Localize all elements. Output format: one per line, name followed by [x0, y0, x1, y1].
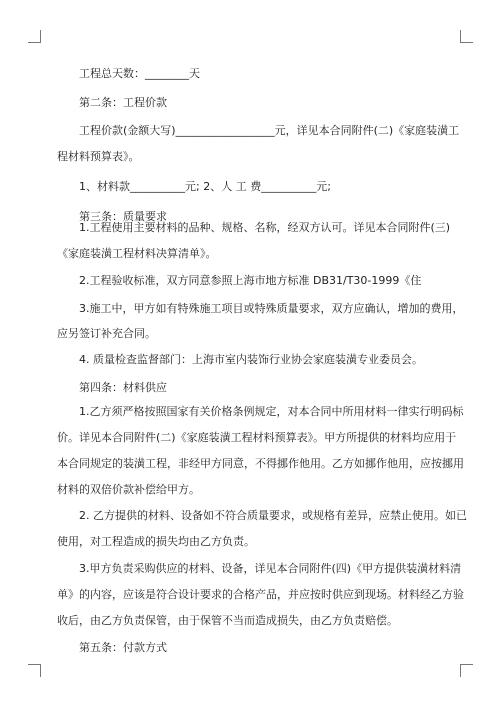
section-heading: 第二条：工程价款 [79, 96, 167, 109]
text-line: 材料的双倍价款补偿给甲方。 [57, 483, 200, 496]
text-line: 使用，对工程造成的损失均由乙方负责。 [57, 535, 255, 548]
text-line: 1、材料款__________元; 2、人 工 费__________元; [79, 180, 331, 193]
text-line: 《家庭装潢工程材料决算清单》。 [57, 247, 217, 260]
text-line: 2.工程验收标准，双方同意参照上海市地方标准 DB31/T30-1999《住 [79, 274, 422, 287]
text-line: 程材料预算表》。 [57, 150, 140, 163]
text-line: 收后，由乙方负责保管，由于保管不当而造成损失，由乙方负责赔偿。 [57, 614, 398, 627]
text-line: 1.工程使用主要材料的品种、规格、名称，经双方认可。详见本合同附件(三) [79, 221, 451, 234]
text-line: 本合同规定的装潢工程，非经甲方同意，不得挪作他用。乙方如挪作他用，应按挪用 [57, 457, 464, 470]
text-line: 2. 乙方提供的材料、设备如不符合质量要求，或规格有差异，应禁止使用。如已 [79, 509, 467, 522]
section-heading: 第四条：材料供应 [79, 381, 167, 394]
text-line: 3.施工中，甲方如有特殊施工项目或特殊质量要求，双方应确认，增加的费用， [79, 302, 464, 315]
text-line: 价。详见本合同附件(二)《家庭装潢工程材料预算表》。甲方所提供的材料均应用于 [57, 431, 457, 444]
section-heading: 第三条：质量要求 [79, 210, 167, 223]
text-line: 应另签订补充合同。 [57, 327, 156, 340]
crop-mark-top-right [460, 30, 473, 43]
section-heading: 第五条：付款方式 [79, 641, 167, 654]
text-line: 工程价款(金额大写)__________________元，详见本合同附件(二)《家庭装潢工 [79, 124, 460, 137]
text-line: 单》的内容，应该是符合设计要求的合格产品，并应按时供应到现场。材料经乙方验 [57, 588, 464, 601]
crop-mark-top-left [28, 30, 41, 43]
crop-mark-bottom-left [28, 664, 41, 677]
text-line: 1.乙方须严格按照国家有关价格条例规定，对本合同中所用材料一律实行明码标 [79, 405, 464, 418]
text-line: 3.甲方负责采购供应的材料、设备，详见本合同附件(四)《甲方提供装潢材料清 [79, 562, 462, 575]
crop-mark-bottom-right [460, 664, 473, 677]
text-line: 4. 质量检查监督部门：上海市室内装饰行业协会家庭装潢专业委员会。 [79, 353, 423, 366]
text-line: 工程总天数：________天 [79, 67, 200, 80]
